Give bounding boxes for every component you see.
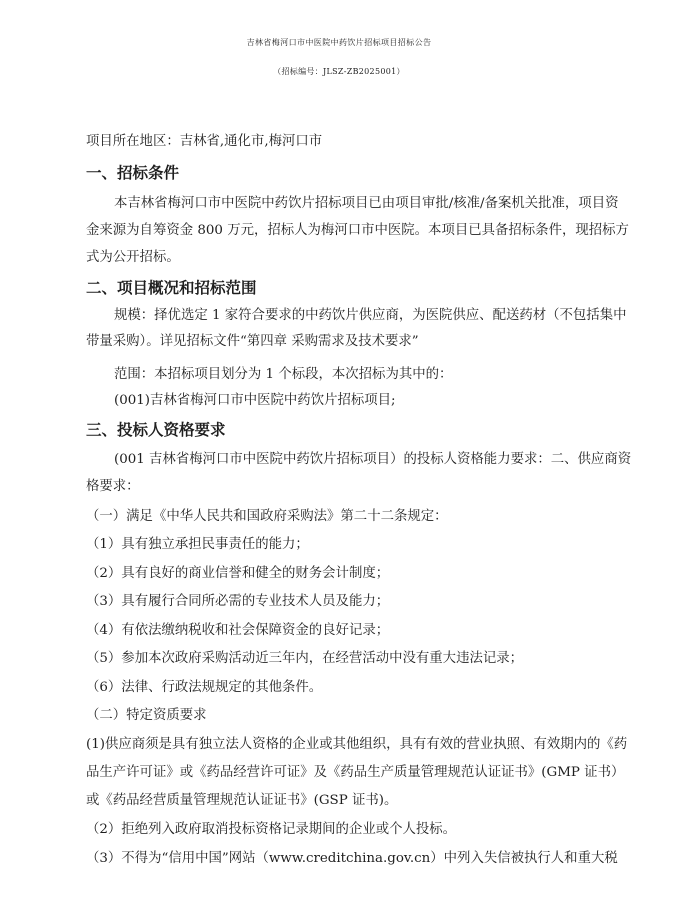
section-heading: 一、招标条件 [86, 164, 180, 182]
paragraph-line: 本吉林省梅河口市中医院中药饮片招标项目已由项目审批/核准/备案机关批准，项目资 [114, 196, 619, 211]
list-item: (1)供应商须是具有独立法人资格的企业或其他组织，具有有效的营业执照、有效期内的《药 [86, 737, 628, 752]
list-item: （2）拒绝列入政府取消投标资格记录期间的企业或个人投标。 [86, 822, 457, 837]
list-item: （3）具有履行合同所必需的专业技术人员及能力； [86, 594, 390, 609]
paragraph-line: 格要求： [86, 479, 140, 494]
list-item: （4）有依法缴纳税收和社会保障资金的良好记录； [86, 623, 390, 638]
paragraph-line: 规模：择优选定 1 家符合要求的中药饮片供应商，为医院供应、配送药材（不包括集中 [114, 308, 627, 323]
section-heading: 三、投标人资格要求 [86, 421, 226, 439]
section-heading: 二、项目概况和招标范围 [86, 279, 257, 297]
paragraph-line: 品生产许可证》或《药品经营许可证》及《药品生产质量管理规范认证证书》(GMP 证书） [86, 765, 625, 780]
paragraph-line: 范围：本招标项目划分为 1 个标段，本次招标为其中的： [114, 367, 453, 382]
list-item: （一）满足《中华人民共和国政府采购法》第二十二条规定： [86, 509, 448, 524]
project-region: 项目所在地区：吉林省,通化市,梅河口市 [86, 134, 323, 149]
tender-number: （招标编号：JLSZ-ZB2025001） [273, 67, 405, 76]
paragraph-line: 带量采购）。详见招标文件“第四章 采购需求及技术要求” [86, 334, 419, 349]
document-title: 吉林省梅河口市中医院中药饮片招标项目招标公告 [246, 38, 432, 47]
paragraph-line: (001 吉林省梅河口市中医院中药饮片招标项目）的投标人资格能力要求：二、供应商资 [114, 452, 632, 467]
paragraph-line: 式为公开招标。 [86, 250, 180, 265]
paragraph-line: 金来源为自筹资金 800 万元，招标人为梅河口市中医院。本项目已具备招标条件，现招标方 [86, 223, 629, 238]
paragraph-line: 或《药品经营质量管理规范认证证书》(GSP 证书)。 [86, 793, 398, 808]
list-item: （二）特定资质要求 [86, 708, 207, 723]
list-item: （2）具有良好的商业信誉和健全的财务会计制度； [86, 566, 390, 581]
list-item: （6）法律、行政法规规定的其他条件。 [86, 680, 323, 695]
list-item: （1）具有独立承担民事责任的能力； [86, 537, 309, 552]
list-item: （3）不得为“信用中国”网站（www.creditchina.gov.cn）中列入失信被执行人和重大税 [86, 851, 618, 866]
paragraph-line: (001)吉林省梅河口市中医院中药饮片招标项目; [114, 393, 396, 408]
list-item: （5）参加本次政府采购活动近三年内，在经营活动中没有重大违法记录； [86, 651, 524, 666]
